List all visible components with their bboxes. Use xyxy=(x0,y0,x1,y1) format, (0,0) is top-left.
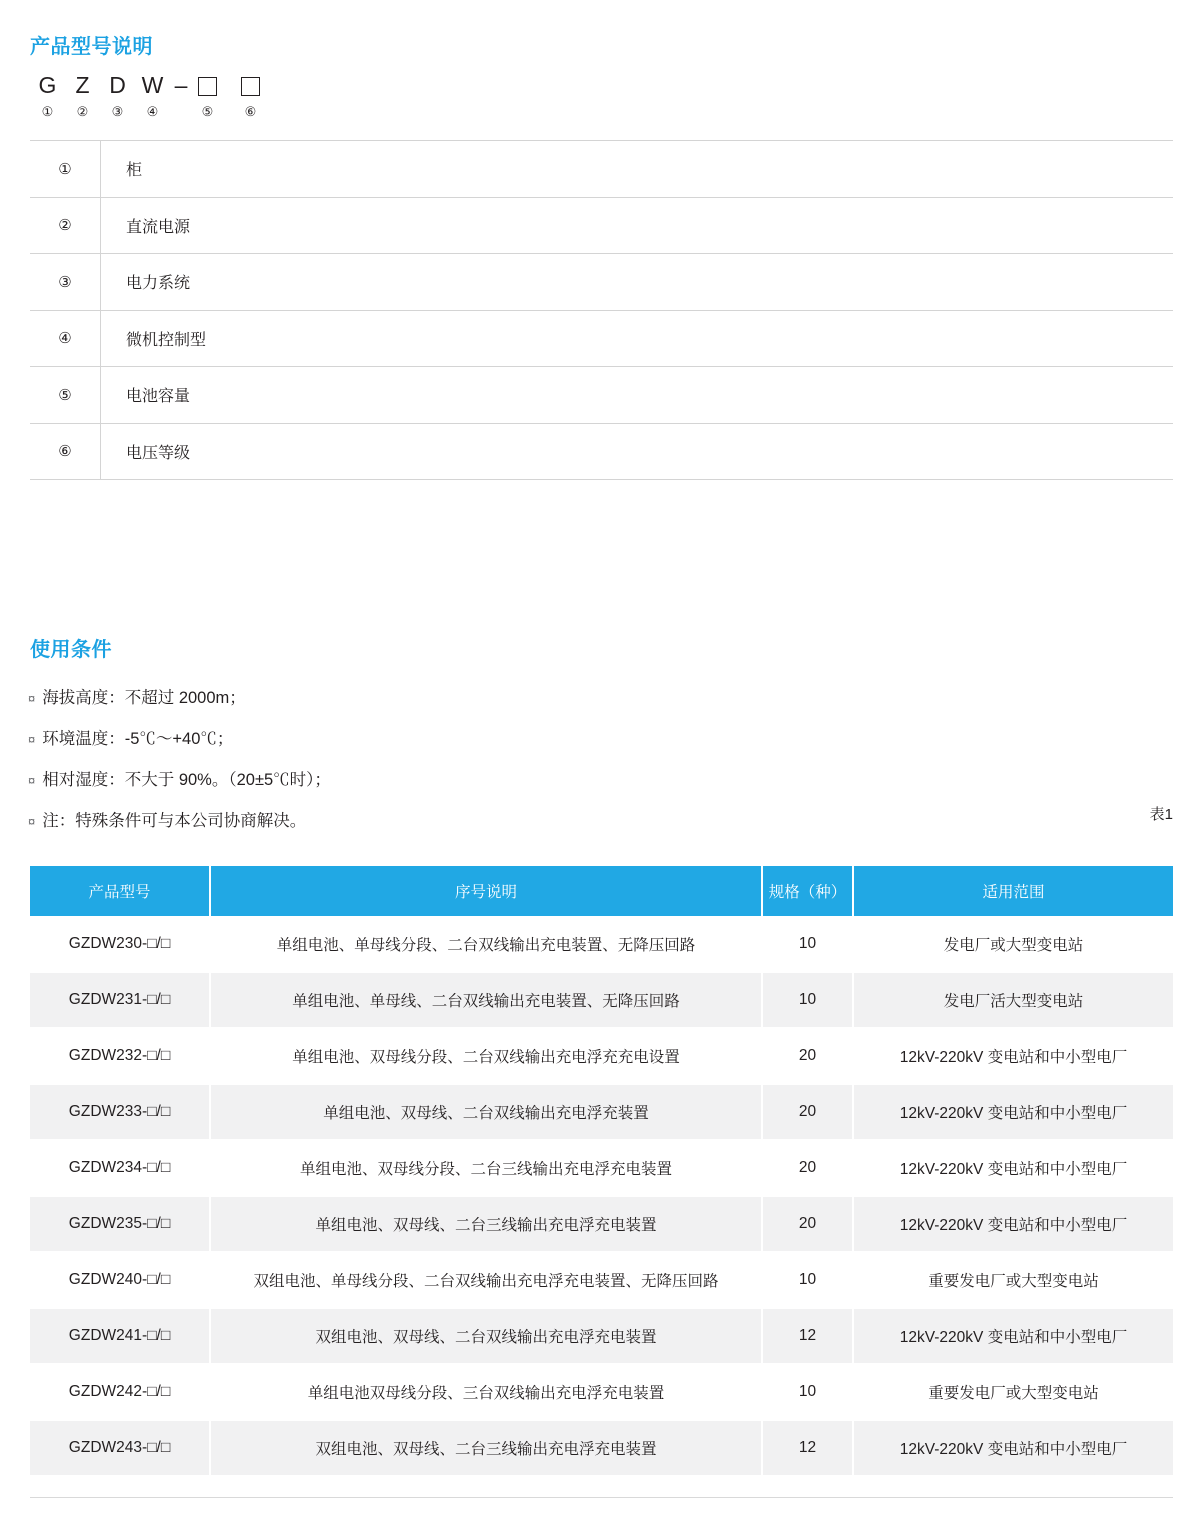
code-marker: ⑥ xyxy=(244,104,257,119)
code-marker: ③ xyxy=(111,104,124,119)
model-code-boxes xyxy=(198,72,284,96)
table-row xyxy=(30,1252,1173,1308)
cell-model: GZDW235-□/□ xyxy=(30,1196,210,1252)
code-letter: D xyxy=(109,72,126,98)
cell-application-range: 发电厂活大型变电站 xyxy=(853,972,1173,1028)
cell-model: GZDW234-□/□ xyxy=(30,1140,210,1196)
legend-marker: ④ xyxy=(58,330,72,348)
table-row xyxy=(30,1420,1173,1476)
model-code-legend-list xyxy=(30,140,1173,480)
cell-model: GZDW231-□/□ xyxy=(30,972,210,1028)
legend-item xyxy=(30,141,1173,198)
cell-spec-count: 20 xyxy=(762,1196,853,1252)
page-title-model-description: 产品型号说明 xyxy=(30,36,153,58)
cell-model: GZDW233-□/□ xyxy=(30,1084,210,1140)
cell-description: 双组电池、单母线分段、二台双线输出充电浮充电装置、无降压回路 xyxy=(210,1252,762,1308)
condition-text: 注：特殊条件可与本公司协商解决。 xyxy=(42,812,307,830)
product-spec-table xyxy=(30,866,1173,1477)
cell-spec-count: 10 xyxy=(762,1252,853,1308)
model-code-letters xyxy=(30,72,192,99)
condition-text: 相对湿度：不大于 90%。（20±5℃时）； xyxy=(42,771,331,789)
model-code-markers xyxy=(30,104,284,120)
cell-spec-count: 10 xyxy=(762,916,853,972)
legend-label: 微机控制型 xyxy=(126,331,207,349)
section-title-usage-conditions: 使用条件 xyxy=(30,639,112,661)
table-header-row xyxy=(30,866,1173,916)
table-caption: 表1 xyxy=(1149,806,1173,823)
legend-marker: ① xyxy=(58,160,72,178)
legend-item xyxy=(30,254,1173,311)
bullet-icon: ¤ xyxy=(28,814,36,829)
legend-item xyxy=(30,311,1173,368)
legend-marker: ③ xyxy=(58,273,72,291)
table-row xyxy=(30,1140,1173,1196)
legend-label: 电压等级 xyxy=(126,444,191,462)
cell-model: GZDW240-□/□ xyxy=(30,1252,210,1308)
cell-spec-count: 10 xyxy=(762,972,853,1028)
code-placeholder-box xyxy=(198,77,217,96)
cell-spec-count: 10 xyxy=(762,1364,853,1420)
code-marker: ④ xyxy=(146,104,159,119)
column-header-spec-count: 规格（种） xyxy=(762,866,853,916)
legend-item xyxy=(30,424,1173,481)
legend-marker: ⑤ xyxy=(58,386,72,404)
cell-spec-count: 12 xyxy=(762,1420,853,1476)
code-marker: ⑤ xyxy=(201,104,214,119)
table-row xyxy=(30,1028,1173,1084)
cell-description: 单组电池、双母线分段、二台三线输出充电浮充电装置 xyxy=(210,1140,762,1196)
model-code-diagram xyxy=(30,72,284,99)
cell-description: 单组电池、双母线、二台双线输出充电浮充装置 xyxy=(210,1084,762,1140)
table-bottom-divider xyxy=(30,1497,1173,1498)
legend-marker: ② xyxy=(58,217,72,235)
usage-conditions-list xyxy=(28,678,1028,842)
cell-spec-count: 20 xyxy=(762,1140,853,1196)
cell-application-range: 12kV-220kV 变电站和中小型电厂 xyxy=(853,1308,1173,1364)
legend-label: 电池容量 xyxy=(126,388,191,406)
cell-application-range: 发电厂或大型变电站 xyxy=(853,916,1173,972)
table-row xyxy=(30,1364,1173,1420)
cell-description: 单组电池、单母线分段、二台双线输出充电装置、无降压回路 xyxy=(210,916,762,972)
code-letter: Z xyxy=(75,72,90,98)
cell-description: 单组电池双母线分段、三台双线输出充电浮充电装置 xyxy=(210,1364,762,1420)
condition-item xyxy=(28,719,1028,760)
legend-item xyxy=(30,367,1173,424)
cell-model: GZDW232-□/□ xyxy=(30,1028,210,1084)
condition-item xyxy=(28,801,1028,842)
condition-text: 环境温度：-5℃～+40℃； xyxy=(42,730,234,748)
cell-spec-count: 20 xyxy=(762,1084,853,1140)
cell-application-range: 12kV-220kV 变电站和中小型电厂 xyxy=(853,1028,1173,1084)
cell-spec-count: 12 xyxy=(762,1308,853,1364)
condition-text: 海拔高度：不超过 2000m； xyxy=(42,689,246,707)
column-header-description: 序号说明 xyxy=(210,866,762,916)
table-row xyxy=(30,1196,1173,1252)
table-row xyxy=(30,972,1173,1028)
legend-label: 柜 xyxy=(126,162,143,180)
code-placeholder-box xyxy=(241,77,260,96)
cell-description: 单组电池、单母线、二台双线输出充电装置、无降压回路 xyxy=(210,972,762,1028)
table-row xyxy=(30,916,1173,972)
cell-application-range: 重要发电厂或大型变电站 xyxy=(853,1252,1173,1308)
cell-spec-count: 20 xyxy=(762,1028,853,1084)
cell-model: GZDW241-□/□ xyxy=(30,1308,210,1364)
cell-model: GZDW230-□/□ xyxy=(30,916,210,972)
bullet-icon: ¤ xyxy=(28,773,36,788)
legend-label: 电力系统 xyxy=(126,275,191,293)
code-letter: W xyxy=(141,72,164,98)
cell-application-range: 重要发电厂或大型变电站 xyxy=(853,1364,1173,1420)
cell-description: 单组电池、双母线分段、二台双线输出充电浮充充电设置 xyxy=(210,1028,762,1084)
bullet-icon: ¤ xyxy=(28,691,36,706)
cell-application-range: 12kV-220kV 变电站和中小型电厂 xyxy=(853,1196,1173,1252)
code-marker: ① xyxy=(41,104,54,119)
table-row xyxy=(30,1308,1173,1364)
legend-item xyxy=(30,198,1173,255)
code-dash: – xyxy=(174,72,188,98)
box-marker-group xyxy=(198,104,284,120)
cell-description: 双组电池、双母线、二台双线输出充电浮充电装置 xyxy=(210,1308,762,1364)
legend-marker: ⑥ xyxy=(58,443,72,461)
cell-model: GZDW242-□/□ xyxy=(30,1364,210,1420)
condition-item xyxy=(28,678,1028,719)
cell-description: 双组电池、双母线、二台三线输出充电浮充电装置 xyxy=(210,1420,762,1476)
column-header-model: 产品型号 xyxy=(30,866,210,916)
cell-application-range: 12kV-220kV 变电站和中小型电厂 xyxy=(853,1140,1173,1196)
code-letter: G xyxy=(38,72,57,98)
cell-model: GZDW243-□/□ xyxy=(30,1420,210,1476)
cell-description: 单组电池、双母线、二台三线输出充电浮充电装置 xyxy=(210,1196,762,1252)
legend-label: 直流电源 xyxy=(126,218,191,236)
bullet-icon: ¤ xyxy=(28,732,36,747)
code-marker: ② xyxy=(76,104,89,119)
condition-item xyxy=(28,760,1028,801)
table-row xyxy=(30,1084,1173,1140)
cell-application-range: 12kV-220kV 变电站和中小型电厂 xyxy=(853,1420,1173,1476)
cell-application-range: 12kV-220kV 变电站和中小型电厂 xyxy=(853,1084,1173,1140)
column-header-application-range: 适用范围 xyxy=(853,866,1173,916)
